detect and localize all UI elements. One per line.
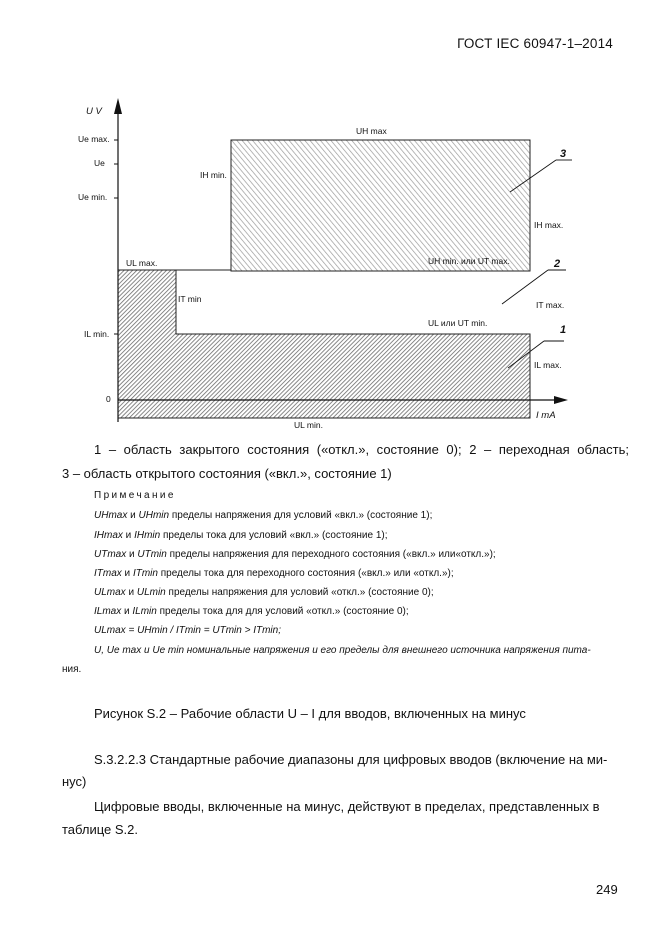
note-sym-a: UHmax [94,510,128,521]
note-sym-b: ITmin [132,568,158,579]
region-number-3: 3 [560,148,567,160]
figure-caption-line2: 3 – область открытого состояния («вкл.», состояние 1) [62,466,392,481]
note-sym-a: ULmax [94,587,126,598]
tick-ue-max: Ue max. [78,134,110,144]
note-sym-b: UHmin [138,510,170,521]
figure-caption-line1: 1 – область закрытого состояния («откл.», состояние 0); 2 – переходная область; [94,442,629,457]
note-formula: ULmax = UHmin / ITmin = UTmin > ITmin; [94,625,281,636]
document-header: ГОСТ IEC 60947-1–2014 [457,36,613,51]
section-body-line1: Цифровые вводы, включенные на минус, действуют в пределах, представленных в [94,799,600,814]
note-sym-a: IHmax [94,530,123,541]
label-il-max: IL max. [534,360,562,370]
note-item-6: ILmax и ILmin пределы тока для для условий «откл.» (состояние 0); [94,606,409,617]
y-axis-label: U V [86,106,102,117]
label-it-max: IT max. [536,300,565,310]
note-item-2: IHmax и IHmin пределы тока для условий «вкл.» (состояние 1); [94,530,388,541]
section-heading-line1: S.3.2.2.3 Стандартные рабочие диапазоны для цифровых вводов (включение на ми- [94,752,608,767]
label-ul-ut-min: UL или UT min. [428,318,488,328]
note-text: пределы тока для условий «вкл.» (состояние 1); [160,530,388,541]
note-text: пределы напряжения для условий «откл.» (состояние 0); [165,587,434,598]
section-body-line2: таблице S.2. [62,822,139,837]
note-text: пределы напряжения для условий «вкл.» (состояние 1); [169,510,433,521]
note-item-3: UTmax и UTmin пределы напряжения для переходного состояния («вкл.» или«откл.»); [94,549,496,560]
label-uh-max: UH max [356,126,387,136]
x-arrow-icon [554,396,568,404]
note-item-5: ULmax и ULmin пределы напряжения для условий «откл.» (состояние 0); [94,587,434,598]
uv-diagram [60,92,600,437]
note-item-1: UHmax и UHmin пределы напряжения для условий «вкл.» (состояние 1); [94,510,433,521]
y-arrow-icon [114,98,122,114]
note-sym-b: ILmin [132,606,157,617]
label-ih-min: IH min. [200,170,227,180]
tick-ue-min: Ue min. [78,192,108,202]
region-3-on [231,140,530,271]
note-text: пределы тока для переходного состояния («вкл.» или «откл.»); [157,568,454,579]
label-ih-max: IH max. [534,220,564,230]
region-1-off [118,270,530,418]
label-it-min: IT min [178,294,202,304]
region-number-1: 1 [560,324,567,336]
note-last-line2: ния. [62,664,82,675]
note-last-line1: U, Ue max и Ue min номинальные напряжения и его пределы для внешнего источника напряжения пита- [94,645,591,656]
note-sym-a: ITmax [94,568,122,579]
label-ul-min: UL min. [294,420,323,430]
tick-il-min: IL min. [84,329,110,339]
page-number: 249 [596,882,618,897]
x-axis-label: I mA [536,410,556,421]
region-number-2: 2 [554,258,561,270]
note-sym-a: UTmax [94,549,127,560]
note-item-4: ITmax и ITmin пределы тока для переходного состояния («вкл.» или «откл.»); [94,568,454,579]
label-ul-max: UL max. [126,258,158,268]
note-sym-b: ULmin [136,587,166,598]
figure-title: Рисунок S.2 – Рабочие области U – I для вводов, включенных на минус [94,706,526,721]
tick-zero: 0 [106,394,111,404]
note-sym-b: UTmin [137,549,167,560]
label-uh-min-ut-max: UH min. или UT max. [428,256,510,266]
note-text: пределы тока для для условий «откл.» (состояние 0); [156,606,409,617]
note-sym-a: ILmax [94,606,122,617]
note-heading: Примечание [94,490,176,501]
note-text: пределы напряжения для переходного состояния («вкл.» или«откл.»); [166,549,496,560]
note-sym-b: IHmin [134,530,161,541]
tick-ue: Ue [94,158,105,168]
section-heading-line2: нус) [62,774,87,789]
